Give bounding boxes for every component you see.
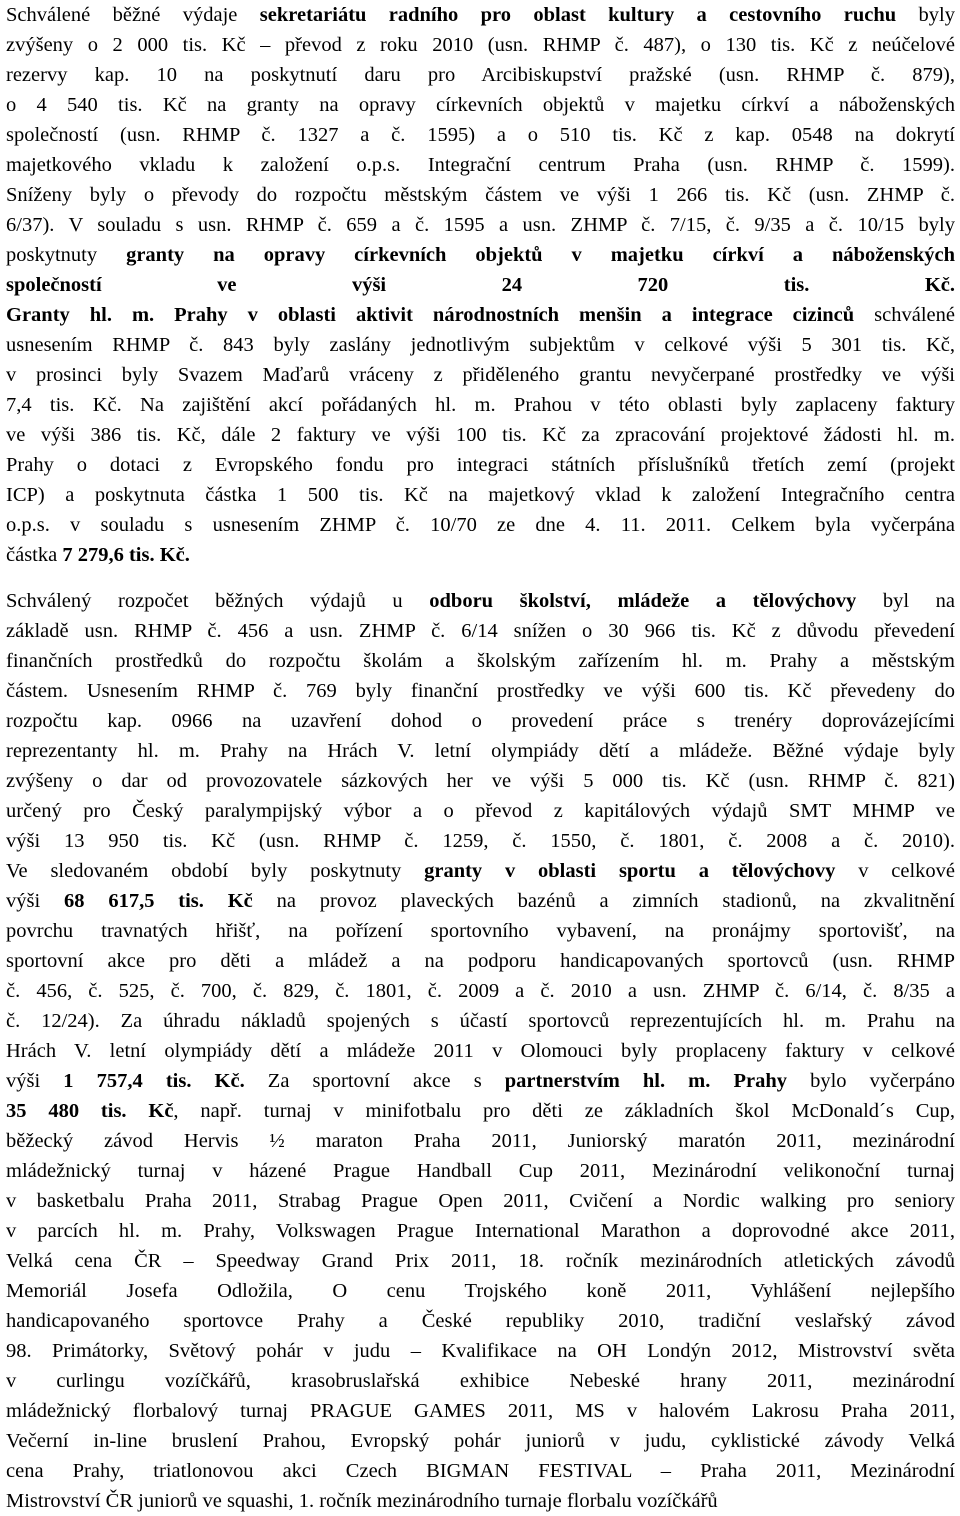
text-line [6, 856, 955, 886]
text-segment: cena Prahy, triatlonovou akci Czech BIGMAN FESTIVAL – Praha 2011, Mezinárodní [6, 1460, 955, 1482]
text-line [6, 210, 955, 240]
text-line [6, 1126, 955, 1156]
text-line [6, 360, 955, 390]
text-line [6, 480, 955, 510]
text-line [6, 330, 955, 360]
text-segment: mládežnický turnaj v házené Prague Handball Cup 2011, Mezinárodní velikonoční turnaj [6, 1160, 955, 1182]
text-line [6, 120, 955, 150]
text-line [6, 1276, 955, 1306]
text-segment: o.p.s. v souladu s usnesením ZHMP č. 10/70 ze dne 4. 11. 2011. Celkem byla vyčerpána [6, 514, 955, 536]
text-segment: výši 13 950 tis. Kč (usn. RHMP č. 1259, č. 1550, č. 1801, č. 2008 a č. 2010). [6, 830, 955, 852]
text-line [6, 1396, 955, 1426]
text-line [6, 180, 955, 210]
text-line [6, 1246, 955, 1276]
text-segment: finančních prostředků do rozpočtu školám a školským zařízením hl. m. Prahy a městským [6, 650, 955, 672]
text-segment: Večerní in-line bruslení Prahou, Evropský pohár juniorů v judu, cyklistické závody Velká [6, 1430, 955, 1452]
text-line [6, 1186, 955, 1216]
text-line [6, 1036, 955, 1066]
text-segment: základě usn. RHMP č. 456 a usn. ZHMP č. 6/14 snížen o 30 966 tis. Kč z důvodu převedení [6, 620, 955, 642]
text-segment: ve výši 386 tis. Kč, dále 2 faktury ve výši 100 tis. Kč za zpracování projektové žádosti hl. m. [6, 424, 955, 446]
text-line [6, 1216, 955, 1246]
paragraph-education-section [6, 586, 955, 1516]
text-segment: částka [6, 544, 63, 566]
text-line [6, 510, 955, 540]
text-line [6, 450, 955, 480]
text-segment: 6/37). V souladu s usn. RHMP č. 659 a č. 1595 a usn. ZHMP č. 7/15, č. 9/35 a č. 10/15 byly [6, 214, 955, 236]
text-segment: výši [6, 890, 64, 912]
text-line [6, 390, 955, 420]
text-segment: usnesením RHMP č. 843 byly zaslány jednotlivým subjektům v celkové výši 5 301 tis. Kč, [6, 334, 955, 356]
text-segment: Velká cena ČR – Speedway Grand Prix 2011, 18. ročník mezinárodních atletických závodů [6, 1250, 955, 1272]
text-line [6, 826, 955, 856]
text-segment: v celkové [835, 860, 955, 882]
text-segment: Prahy o dotaci z Evropského fondu pro integraci státních příslušníků třetích zemí (projekt [6, 454, 955, 476]
text-line [6, 1336, 955, 1366]
text-segment: Memoriál Josefa Odložila, O cenu Trojského koně 2011, Vyhlášení nejlepšího [6, 1280, 955, 1302]
text-line [6, 300, 955, 330]
text-line [6, 616, 955, 646]
text-segment: Za sportovní akce s [244, 1070, 505, 1092]
text-line [6, 1156, 955, 1186]
text-segment: v prosinci byly Svazem Maďarů vráceny z přiděleného grantu nevyčerpané prostředky ve výši [6, 364, 955, 386]
text-line [6, 1486, 955, 1516]
text-line [6, 1066, 955, 1096]
text-segment: mládežnický florbalový turnaj PRAGUE GAMES 2011, MS v halovém Lakrosu Praha 2011, [6, 1400, 955, 1422]
text-segment: o 4 540 tis. Kč na granty na opravy církevních objektů v majetku církví a náboženských [6, 94, 955, 116]
text-segment: rozpočtu kap. 0966 na uzavření dohod o provedení práce s trenéry doprovázejícími [6, 710, 955, 732]
text-line [6, 270, 955, 300]
text-line [6, 540, 955, 570]
text-segment: č. 12/24). Za úhradu nákladů spojených s účastí sportovců reprezentujících hl. m. Prahu na [6, 1010, 955, 1032]
text-segment: v curlingu vozíčkářů, krasobruslařská exhibice Nebeské hrany 2011, mezinárodní [6, 1370, 955, 1392]
text-line [6, 1096, 955, 1126]
text-line [6, 886, 955, 916]
text-line [6, 586, 955, 616]
text-segment: , např. turnaj v minifotbalu pro děti ze základních škol McDonald´s Cup, [173, 1100, 955, 1122]
text-line [6, 976, 955, 1006]
text-segment: částem. Usnesením RHMP č. 769 byly finanční prostředky ve výši 600 tis. Kč převedeny do [6, 680, 955, 702]
text-segment: byly [896, 4, 955, 26]
bold-text-segment: 35 480 tis. Kč [6, 1100, 174, 1122]
text-segment: schválené [854, 304, 955, 326]
text-segment: Schválený rozpočet běžných výdajů u [6, 590, 430, 612]
text-segment: na provoz plaveckých bazénů a zimních stadionů, na zkvalitnění [252, 890, 955, 912]
text-line [6, 240, 955, 270]
text-segment: rezervy kap. 10 na poskytnutí daru pro Arcibiskupství pražské (usn. RHMP č. 879), [6, 64, 955, 86]
text-segment: Sníženy byly o převody do rozpočtu městským částem ve výši 1 266 tis. Kč (usn. ZHMP č. [6, 184, 955, 206]
text-segment: 7,4 tis. Kč. Na zajištění akcí pořádaných hl. m. Prahou v této oblasti byly zaplaceny faktury [6, 394, 955, 416]
bold-text-segment: sekretariátu radního pro oblast kultury a cestovního ruchu [259, 4, 897, 26]
text-line [6, 150, 955, 180]
text-segment: výši [6, 1070, 64, 1092]
text-line [6, 60, 955, 90]
text-segment: Hrách V. letní olympiády dětí a mládeže 2011 v Olomouci byly proplaceny faktury v celkové [6, 1040, 955, 1062]
text-segment: poskytnuty [6, 244, 127, 266]
bold-text-segment: partnerstvím hl. m. Prahy [504, 1070, 787, 1092]
paragraph-culture-section [6, 0, 955, 570]
text-segment: zvýšeny o 2 000 tis. Kč – převod z roku 2010 (usn. RHMP č. 487), o 130 tis. Kč z neúčelové [6, 34, 955, 56]
text-line [6, 796, 955, 826]
text-line [6, 30, 955, 60]
text-segment: byl na [856, 590, 956, 612]
bold-text-segment: společností ve výši 24 720 tis. Kč. [6, 274, 955, 296]
text-segment: společností (usn. RHMP č. 1327 a č. 1595) a o 510 tis. Kč z kap. 0548 na dokrytí [6, 124, 955, 146]
text-segment: Schválené běžné výdaje [6, 4, 260, 26]
text-line [6, 736, 955, 766]
text-segment: běžecký závod Hervis ½ maraton Praha 2011, Juniorský maratón 2011, mezinárodní [6, 1130, 955, 1152]
text-segment: sportovní akce pro děti a mládež a na podporu handicapovaných sportovců (usn. RHMP [6, 950, 955, 972]
bold-text-segment: odboru školství, mládeže a tělovýchovy [429, 590, 857, 612]
text-segment: zvýšeny o dar od provozovatele sázkových her ve výši 5 000 tis. Kč (usn. RHMP č. 821) [6, 770, 955, 792]
text-line [6, 1456, 955, 1486]
text-segment: v basketbalu Praha 2011, Strabag Prague Open 2011, Cvičení a Nordic walking pro seniory [6, 1190, 955, 1212]
text-segment: Ve sledovaném období byly poskytnuty [6, 860, 425, 882]
text-line [6, 1366, 955, 1396]
text-line [6, 916, 955, 946]
text-segment: v parcích hl. m. Prahy, Volkswagen Prague International Marathon a doprovodné akce 2011, [6, 1220, 955, 1242]
text-line [6, 1426, 955, 1456]
text-segment: určený pro Český paralympijský výbor a o převod z kapitálových výdajů SMT MHMP ve [6, 800, 955, 822]
text-segment: ICP) a poskytnuta částka 1 500 tis. Kč na majetkový vklad k založení Integračního centra [6, 484, 955, 506]
bold-text-segment: Granty hl. m. Prahy v oblasti aktivit národnostních menšin a integrace cizinců [6, 304, 855, 326]
text-line [6, 1306, 955, 1336]
text-line [6, 946, 955, 976]
text-line [6, 420, 955, 450]
text-line [6, 646, 955, 676]
bold-text-segment: 7 279,6 tis. Kč. [62, 544, 190, 566]
text-segment: bylo vyčerpáno [787, 1070, 955, 1092]
bold-text-segment: granty na opravy církevních objektů v majetku církví a náboženských [126, 244, 955, 266]
text-segment: reprezentanty hl. m. Prahy na Hrách V. letní olympiády dětí a mládeže. Běžné výdaje byly [6, 740, 955, 762]
text-line [6, 676, 955, 706]
text-line [6, 706, 955, 736]
text-segment: Mistrovství ČR juniorů ve squashi, 1. ročník mezinárodního turnaje florbalu vozíčkářů [6, 1490, 718, 1512]
text-line [6, 766, 955, 796]
text-line [6, 1006, 955, 1036]
bold-text-segment: 68 617,5 tis. Kč [64, 890, 253, 912]
text-segment: č. 456, č. 525, č. 700, č. 829, č. 1801, č. 2009 a č. 2010 a usn. ZHMP č. 6/14, č. 8/35 a [6, 980, 955, 1002]
text-segment: 98. Primátorky, Světový pohár v judu – Kvalifikace na OH Londýn 2012, Mistrovství světa [6, 1340, 955, 1362]
bold-text-segment: 1 757,4 tis. Kč. [63, 1070, 245, 1092]
text-segment: handicapovaného sportovce Prahy a České republiky 2010, tradiční veslařský závod [6, 1310, 955, 1332]
text-segment: majetkového vkladu k založení o.p.s. Integrační centrum Praha (usn. RHMP č. 1599). [6, 154, 955, 176]
text-line [6, 90, 955, 120]
text-segment: povrchu travnatých hřišť, na pořízení sportovního vybavení, na pronájmy sportovišť, na [6, 920, 955, 942]
text-line [6, 0, 955, 30]
bold-text-segment: granty v oblasti sportu a tělovýchovy [424, 860, 836, 882]
